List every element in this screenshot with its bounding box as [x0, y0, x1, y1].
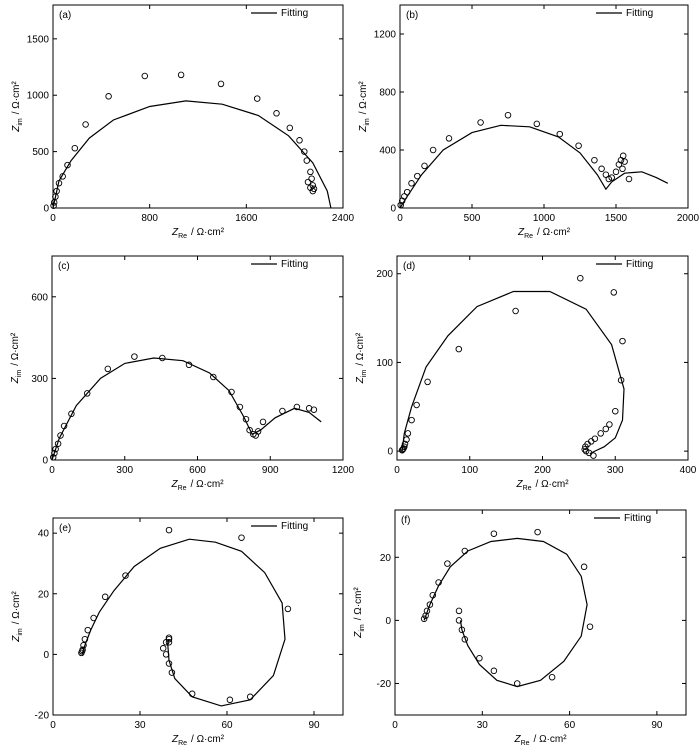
x-axis-symbol: Z — [514, 734, 521, 745]
x-tick-label: 1200 — [331, 465, 355, 476]
measured-point — [91, 615, 97, 621]
measured-point — [189, 691, 195, 697]
y-axis-subscript: im — [359, 624, 366, 632]
chart-panel-a — [11, 5, 355, 240]
y-axis-unit: / Ω·cm² — [11, 591, 22, 625]
x-tick-label: 200 — [534, 465, 551, 476]
y-tick-label: 300 — [31, 373, 48, 385]
measured-point — [491, 668, 497, 674]
plot-frame — [53, 5, 343, 208]
x-tick-label: 90 — [651, 720, 663, 731]
y-axis-title — [358, 81, 371, 133]
y-axis-unit: / Ω·cm² — [10, 332, 21, 366]
plot-frame — [53, 518, 343, 715]
measured-point — [72, 145, 78, 151]
x-tick-label: 1600 — [235, 213, 258, 224]
measured-point — [160, 355, 166, 361]
x-axis-subscript: Re — [177, 485, 187, 492]
y-tick-label: 600 — [31, 292, 48, 304]
y-tick-label: 0 — [43, 203, 49, 215]
measured-point — [456, 608, 462, 614]
chart-panel-e — [11, 518, 343, 747]
y-tick-label: -20 — [34, 710, 49, 722]
plot-frame — [52, 256, 343, 460]
legend-label: Fitting — [281, 259, 309, 270]
chart-panel-b — [358, 5, 700, 240]
y-axis-unit: / Ω·cm² — [355, 332, 366, 366]
measured-point — [102, 594, 108, 600]
measured-point — [549, 674, 555, 680]
x-tick-label: 900 — [261, 465, 279, 476]
measured-point — [160, 646, 166, 652]
x-axis-unit: / Ω·cm² — [191, 734, 225, 745]
x-axis-title — [517, 227, 571, 240]
panel-label: (b) — [406, 10, 419, 21]
measured-point — [591, 453, 597, 459]
y-axis-title — [11, 591, 24, 643]
measured-point — [404, 189, 410, 195]
measured-point — [247, 694, 253, 700]
y-axis-title — [353, 587, 366, 639]
measured-point — [178, 72, 184, 78]
y-axis-subscript: im — [364, 118, 371, 126]
measured-point — [430, 147, 436, 153]
y-axis-subscript: im — [361, 369, 368, 378]
measured-point — [422, 163, 428, 169]
measured-point — [620, 166, 626, 172]
y-tick-label: 0 — [42, 455, 48, 467]
measured-point — [557, 131, 563, 137]
y-tick-label: 20 — [37, 589, 49, 601]
x-axis-subscript: Re — [178, 233, 188, 240]
fitting-curve — [400, 125, 668, 208]
measured-point — [105, 366, 111, 372]
measured-point — [309, 176, 315, 182]
y-axis-unit: / Ω·cm² — [11, 81, 22, 115]
y-axis-subscript: im — [17, 628, 24, 636]
x-axis-unit: / Ω·cm² — [190, 479, 224, 490]
panel-label: (a) — [59, 10, 72, 21]
plot-frame — [400, 5, 688, 208]
panel-label: (d) — [403, 261, 416, 272]
y-axis-symbol: Z — [11, 635, 22, 642]
chart-panel-c — [10, 256, 355, 492]
y-tick-label: 20 — [379, 552, 391, 564]
measured-point — [613, 169, 619, 175]
measured-point — [218, 81, 224, 87]
y-axis-subscript: im — [17, 118, 24, 126]
fitting-curve — [53, 101, 331, 208]
y-axis-title — [10, 332, 23, 384]
y-tick-label: 0 — [43, 649, 49, 661]
x-axis-symbol: Z — [171, 479, 178, 490]
measured-point — [405, 431, 411, 437]
measured-point — [491, 531, 497, 537]
measured-point — [83, 122, 89, 128]
measured-point — [142, 73, 148, 79]
x-tick-label: 300 — [606, 465, 624, 476]
panel-label: (e) — [59, 523, 72, 534]
x-axis-unit: / Ω·cm² — [533, 734, 567, 745]
x-axis-title — [171, 734, 225, 747]
x-tick-label: 2400 — [331, 213, 355, 224]
measured-point — [578, 275, 584, 281]
legend-label: Fitting — [626, 259, 654, 270]
measured-point — [308, 169, 314, 175]
x-axis-title — [515, 479, 569, 492]
measured-point — [287, 125, 293, 131]
x-tick-label: 600 — [189, 465, 206, 476]
measured-point — [280, 408, 286, 414]
measured-point — [505, 112, 511, 118]
y-axis-title — [355, 332, 368, 384]
measured-point — [535, 529, 541, 535]
measured-point — [445, 561, 451, 567]
x-tick-label: 0 — [397, 213, 403, 224]
x-tick-label: 0 — [50, 720, 56, 731]
measured-point — [513, 308, 519, 314]
legend-label: Fitting — [626, 8, 654, 19]
x-axis-symbol: Z — [171, 734, 179, 745]
measured-point — [599, 166, 605, 172]
panel-label: (f) — [401, 515, 411, 526]
legend-label: Fitting — [281, 521, 309, 532]
measured-point — [85, 627, 91, 633]
measured-point — [620, 338, 626, 344]
measured-point — [622, 159, 628, 165]
y-axis-symbol: Z — [10, 377, 21, 384]
y-axis-unit: / Ω·cm² — [358, 81, 369, 115]
x-axis-subscript: Re — [524, 233, 534, 240]
measured-point — [587, 624, 593, 630]
measured-point — [592, 157, 598, 163]
measured-point — [274, 111, 280, 117]
x-axis-subscript: Re — [178, 740, 188, 747]
measured-point — [446, 136, 452, 142]
x-tick-label: 0 — [50, 213, 56, 224]
measured-point — [304, 158, 310, 164]
x-axis-subscript: Re — [522, 485, 532, 492]
measured-point — [456, 346, 462, 352]
y-axis-symbol: Z — [355, 377, 366, 384]
y-axis-title — [11, 81, 24, 133]
legend-label: Fitting — [624, 513, 652, 524]
measured-point — [409, 417, 415, 423]
x-axis-symbol: Z — [516, 479, 523, 490]
measured-point — [534, 121, 540, 127]
measured-point — [425, 379, 431, 385]
x-tick-label: 60 — [564, 720, 576, 731]
measured-point — [603, 426, 609, 432]
x-axis-symbol: Z — [517, 227, 525, 238]
y-tick-label: 500 — [32, 147, 49, 159]
measured-point — [477, 655, 483, 661]
y-tick-label: 1000 — [26, 90, 49, 102]
x-axis-title — [513, 734, 567, 747]
x-tick-label: 500 — [463, 213, 481, 224]
x-axis-title — [171, 227, 225, 240]
chart-panel-d — [355, 256, 697, 492]
x-tick-label: 2000 — [676, 213, 700, 224]
measured-point — [414, 402, 420, 408]
y-tick-label: 1200 — [373, 29, 396, 41]
legend-label: Fitting — [281, 8, 309, 19]
y-tick-label: 0 — [387, 446, 393, 458]
measured-point — [478, 120, 484, 126]
x-tick-label: 0 — [49, 465, 55, 476]
measured-point — [254, 96, 260, 102]
y-tick-label: 0 — [385, 615, 391, 627]
x-axis-unit: / Ω·cm² — [535, 479, 569, 490]
chart-panel-f — [353, 510, 686, 747]
y-axis-symbol: Z — [11, 125, 22, 132]
y-tick-label: 100 — [376, 357, 393, 369]
measured-point — [297, 138, 303, 144]
x-tick-label: 60 — [221, 720, 233, 731]
x-axis-unit: / Ω·cm² — [191, 227, 225, 238]
measured-point — [305, 179, 311, 185]
measured-point — [260, 419, 266, 425]
x-tick-label: 300 — [116, 465, 134, 476]
measured-point — [166, 527, 172, 533]
panel-label: (c) — [58, 261, 70, 272]
measured-point — [611, 290, 617, 296]
x-tick-label: 100 — [461, 465, 479, 476]
y-tick-label: 800 — [379, 87, 396, 99]
x-tick-label: 30 — [134, 720, 146, 731]
measured-point — [613, 408, 619, 414]
y-tick-label: -20 — [376, 678, 391, 690]
y-tick-label: 1500 — [26, 34, 49, 46]
x-tick-label: 0 — [394, 465, 400, 476]
measured-point — [576, 143, 582, 149]
measured-point — [415, 173, 421, 179]
y-tick-label: 200 — [376, 269, 393, 281]
measured-point — [106, 94, 112, 100]
x-axis-unit: / Ω·cm² — [537, 227, 571, 238]
x-axis-symbol: Z — [171, 227, 179, 238]
measured-point — [620, 153, 626, 159]
measured-point — [598, 431, 604, 437]
x-axis-subscript: Re — [520, 740, 530, 747]
fitting-curve — [82, 539, 285, 706]
y-axis-symbol: Z — [353, 631, 364, 638]
measured-point — [285, 606, 291, 612]
measured-point — [626, 176, 632, 182]
x-tick-label: 800 — [141, 213, 159, 224]
x-tick-label: 30 — [476, 720, 488, 731]
measured-point — [514, 681, 520, 687]
measured-point — [239, 535, 245, 541]
y-tick-label: 40 — [37, 528, 49, 540]
measured-point — [581, 564, 587, 570]
y-axis-symbol: Z — [358, 125, 369, 132]
x-axis-title — [170, 479, 224, 492]
measured-point — [227, 697, 233, 703]
x-tick-label: 1000 — [532, 213, 556, 224]
x-tick-label: 90 — [308, 720, 320, 731]
measured-point — [409, 181, 415, 187]
x-tick-label: 0 — [392, 720, 398, 731]
y-axis-unit: / Ω·cm² — [353, 587, 364, 621]
y-axis-subscript: im — [16, 369, 23, 378]
x-tick-label: 1500 — [604, 213, 628, 224]
y-tick-label: 400 — [379, 145, 396, 157]
x-tick-label: 400 — [679, 465, 697, 476]
y-tick-label: 0 — [390, 203, 396, 215]
plot-frame — [397, 256, 688, 460]
measured-point — [132, 354, 138, 360]
fitting-curve — [402, 292, 624, 454]
